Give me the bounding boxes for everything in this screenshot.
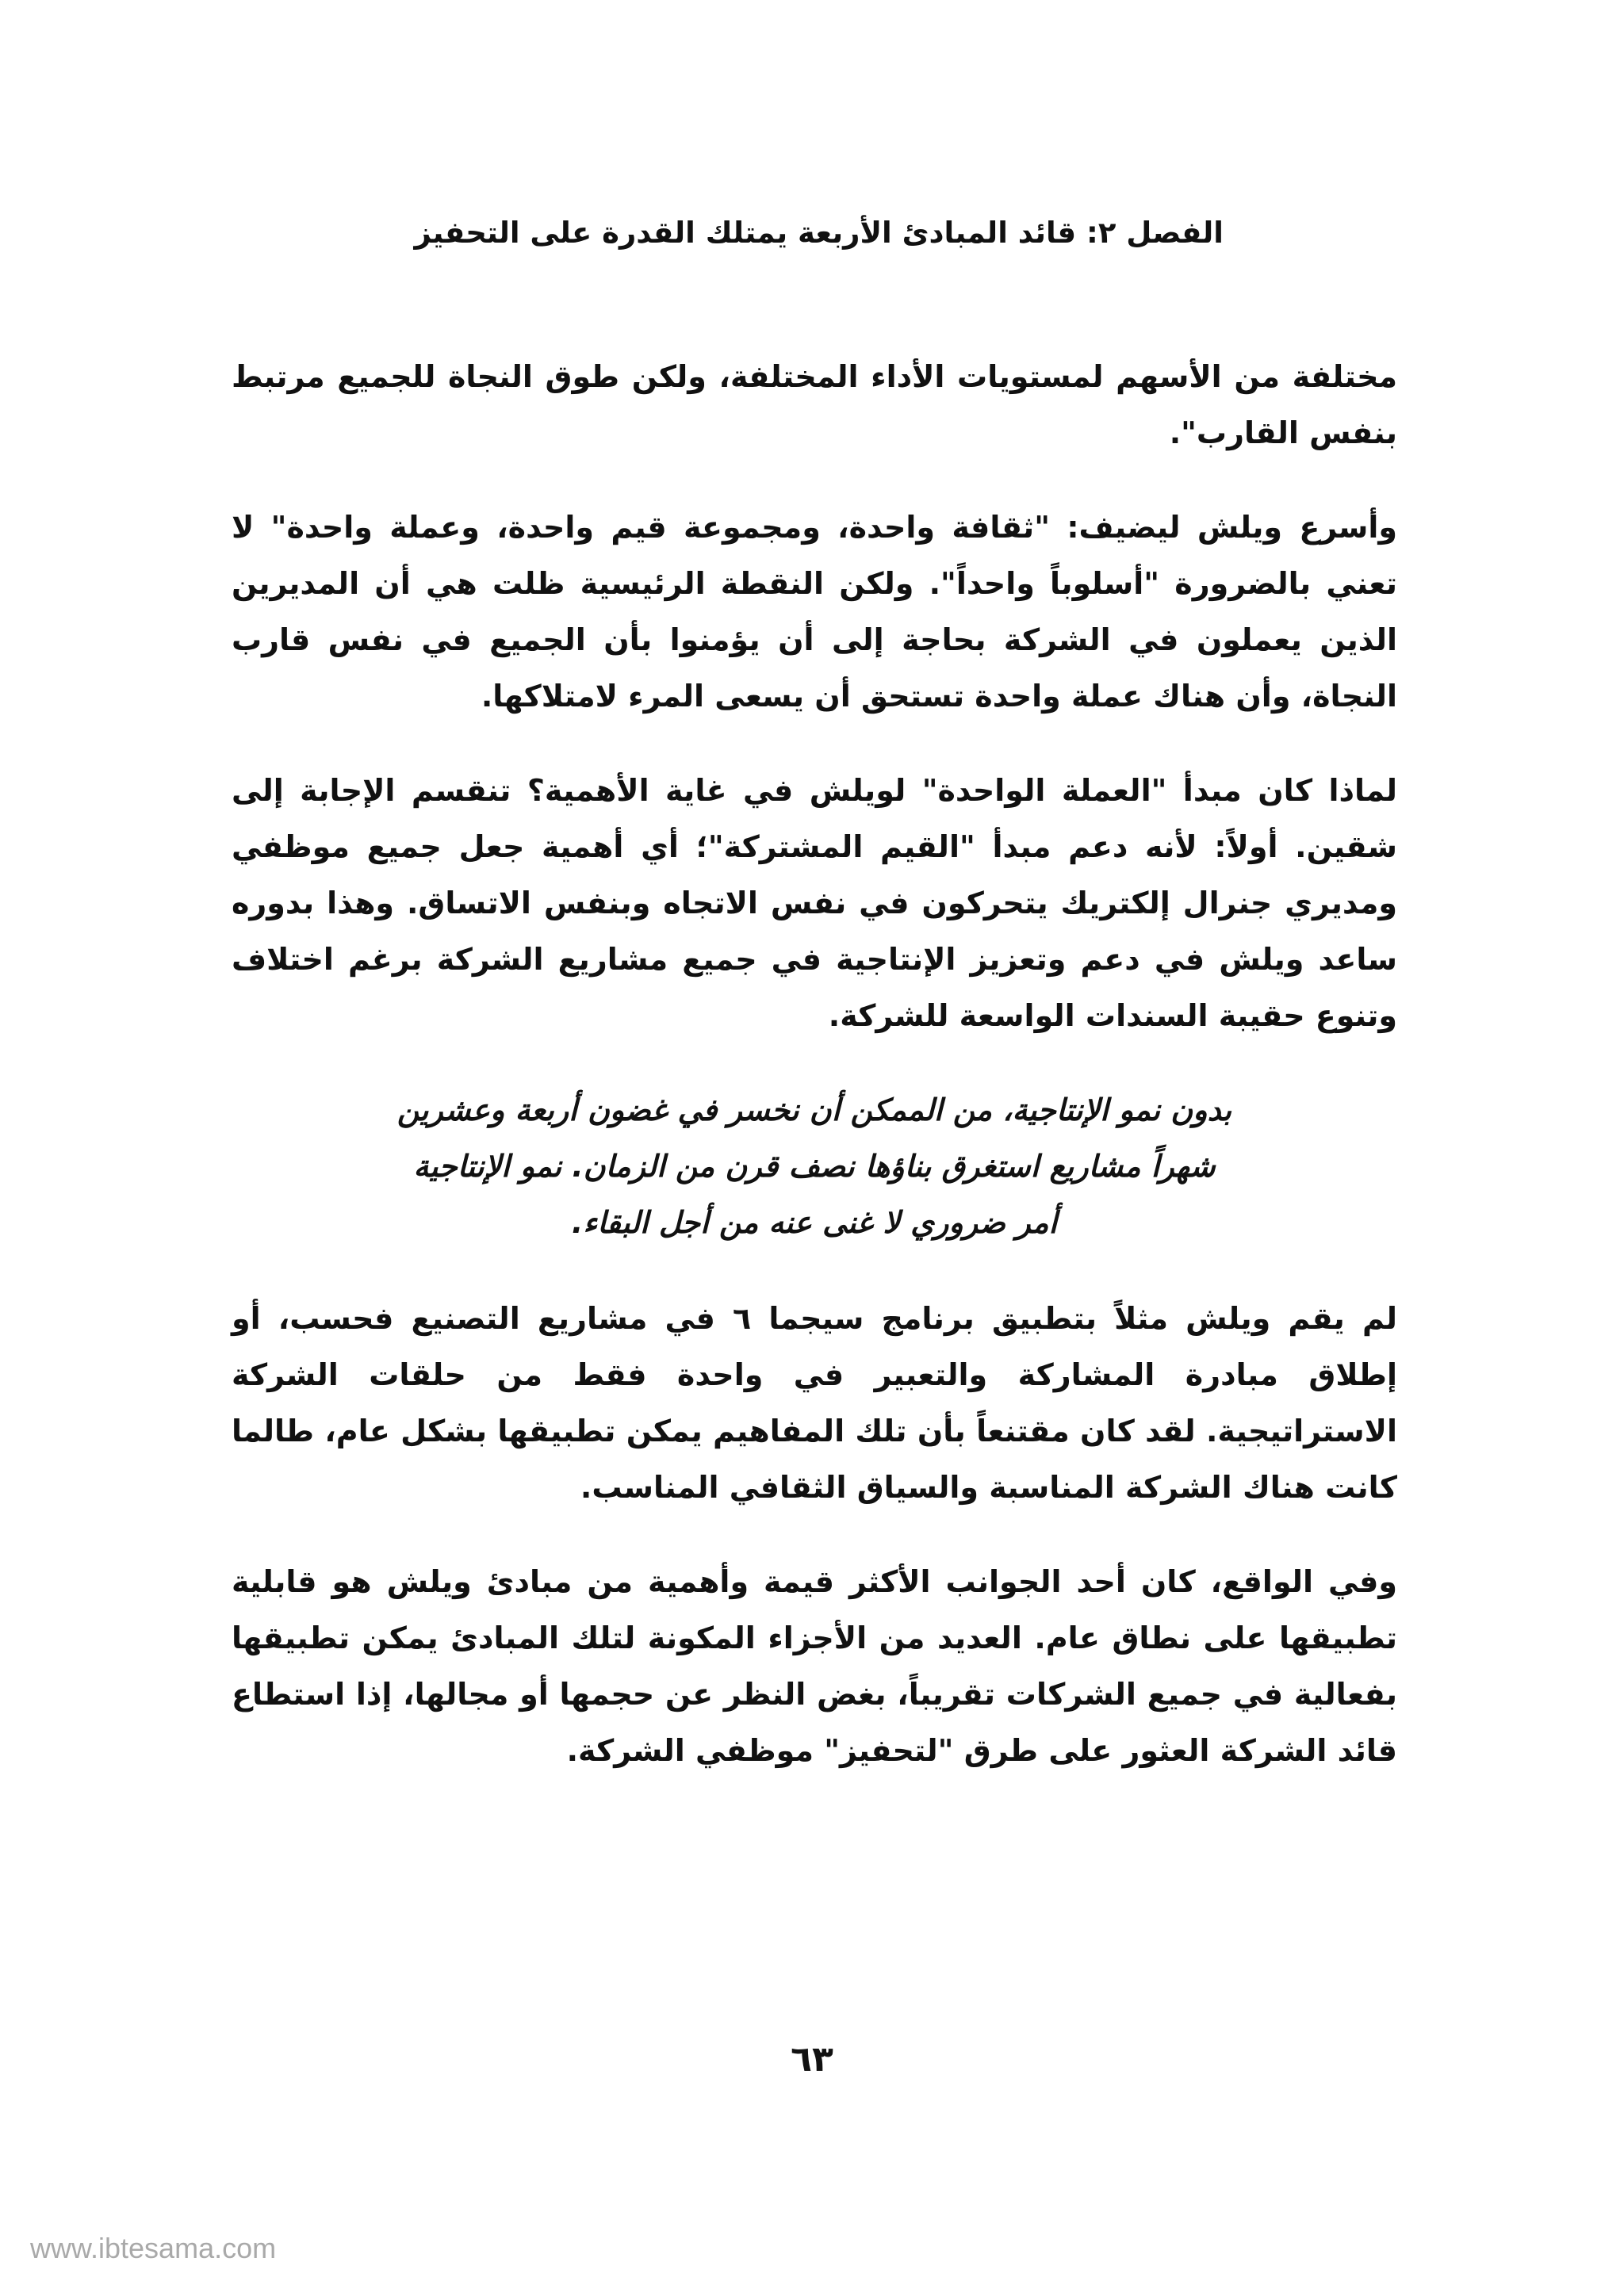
paragraph-3: لماذا كان مبدأ "العملة الواحدة" لويلش في غاية الأهمية؟ تنقسم الإجابة إلى شقين. أولاً: لأنه دعم مبدأ "القيم المشتركة"؛ أي أهمية جعل جميع موظفي ومديري جنرال إلكتريك يتحركون في نفس الاتجاه وبنفس الاتساق. وهذا بدوره ساعد ويلش في دعم وتعزيز الإنتاجية في جميع مشاريع الشركة برغم اختلاف وتنوع حقيبة السندات الواسعة للشركة. — [232, 773, 1397, 1033]
quote-line: بدون نمو الإنتاجية، من الممكن أن نخسر في غضون أربعة وعشرين — [396, 1093, 1232, 1127]
quote-line: أمر ضروري لا غنى عنه من أجل البقاء. — [571, 1205, 1058, 1240]
page-number: ٦٣ — [791, 2039, 833, 2080]
paragraph-1: مختلفة من الأسهم لمستويات الأداء المختلفة، ولكن طوق النجاة للجميع مرتبط بنفس القارب". — [232, 359, 1397, 450]
chapter-header: الفصل ٢: قائد المبادئ الأربعة يمتلك القدرة على التحفيز — [414, 216, 1224, 250]
body-text — [232, 349, 1397, 1817]
watermark-url: www.ibtesama.com — [30, 2232, 277, 2264]
block-quote — [358, 1082, 1270, 1251]
paragraph-2: وأسرع ويلش ليضيف: "ثقافة واحدة، ومجموعة قيم واحدة، وعملة واحدة" لا تعني بالضرورة "أسلوباً واحداً". ولكن النقطة الرئيسية ظلت هي أن المديرين الذين يعملون في الشركة بحاجة إلى أن يؤمنوا بأن الجميع في نفس قارب النجاة، وأن هناك عملة واحدة تستحق أن يسعى المرء لامتلاكها. — [232, 510, 1397, 714]
paragraph-5: وفي الواقع، كان أحد الجوانب الأكثر قيمة وأهمية من مبادئ ويلش هو قابلية تطبيقها على نطاق عام. العديد من الأجزاء المكونة لتلك المبادئ يمكن تطبيقها بفعالية في جميع الشركات تقريباً، بغض النظر عن حجمها أو مجالها، إذا استطاع قائد الشركة العثور على طرق "لتحفيز" موظفي الشركة. — [232, 1564, 1397, 1768]
paragraph-4: لم يقم ويلش مثلاً بتطبيق برنامج سيجما ٦ في مشاريع التصنيع فحسب، أو إطلاق مبادرة المشاركة والتعبير في واحدة فقط من حلقات الشركة الاستراتيجية. لقد كان مقتنعاً بأن تلك المفاهيم يمكن تطبيقها بشكل عام، طالما كانت هناك الشركة المناسبة والسياق الثقافي المناسب. — [232, 1301, 1398, 1505]
quote-line: شهراً مشاريع استغرق بناؤها نصف قرن من الزمان. نمو الإنتاجية — [413, 1149, 1216, 1184]
